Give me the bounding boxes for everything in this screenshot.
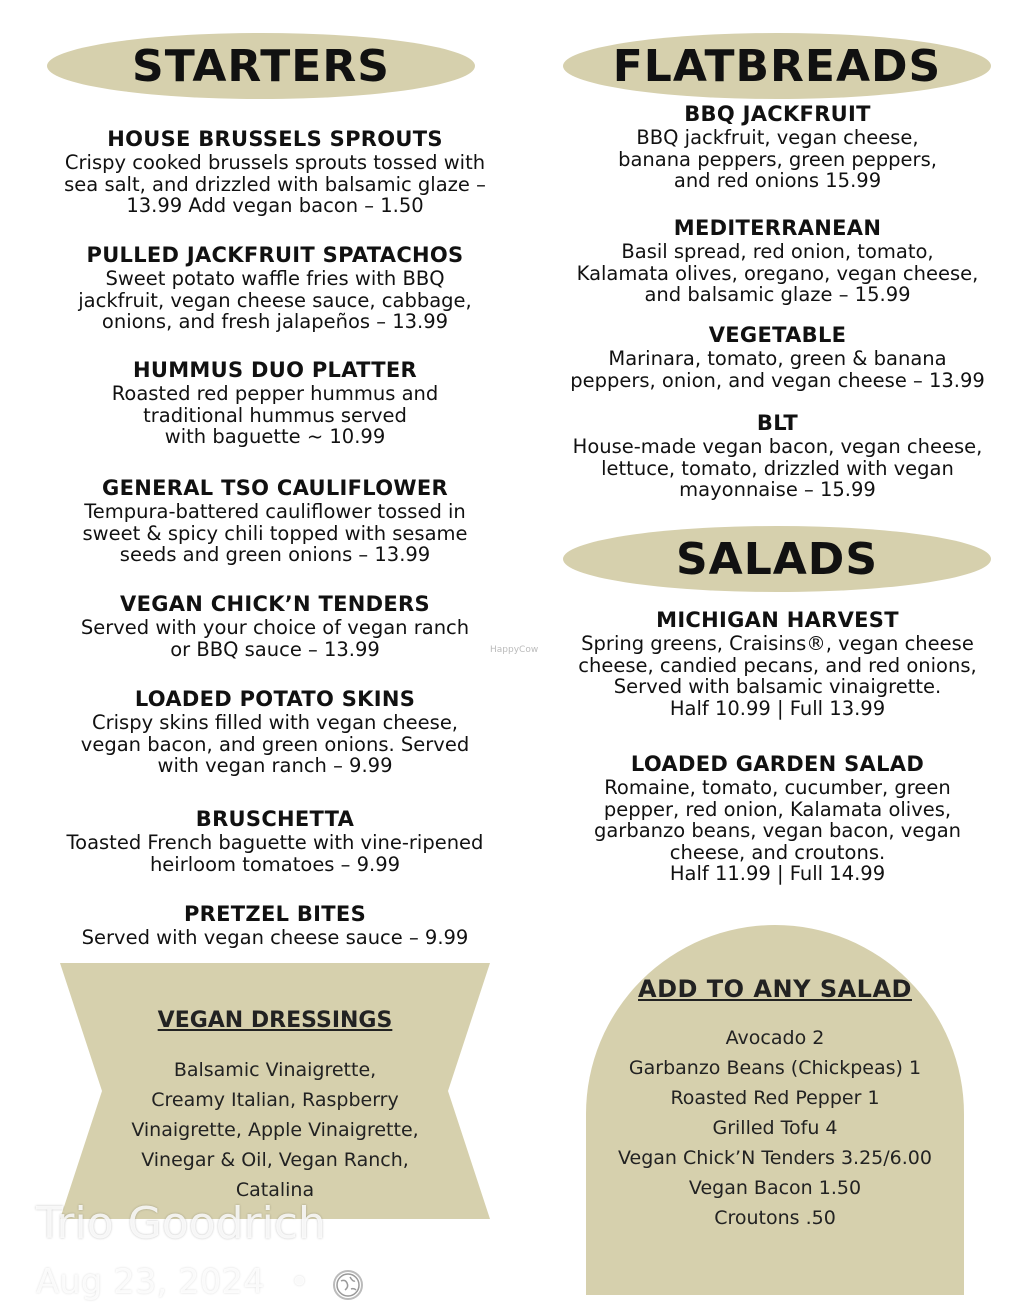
- watermark-author: Trio Goodrich: [36, 1198, 326, 1249]
- salads-section: [540, 0, 1015, 900]
- menu-item: [540, 608, 1015, 719]
- item-description: Sweet potato waffle fries with BBQ jackfruit, vegan cheese sauce, cabbage, onions, and fresh jalapeños – 13.99: [78, 267, 472, 333]
- watermark-separator: •: [289, 1262, 310, 1302]
- item-description: Spring greens, Craisins®, vegan cheese cheese, candied pecans, and red onions, Served with balsamic vinaigrette. Half 10.99 | Full 13.99: [578, 632, 977, 720]
- dressings-list: Balsamic Vinaigrette, Creamy Italian, Raspberry Vinaigrette, Apple Vinaigrette, Vinegar & Oil, Vegan Ranch, Catalina: [131, 1059, 419, 1201]
- item-description: Romaine, tomato, cucumber, green pepper, red onion, Kalamata olives, garbanzo beans, vegan bacon, vegan cheese, and croutons. Half 11.99 | Full 14.99: [593, 776, 961, 885]
- item-name: HOUSE BRUSSELS SPROUTS: [107, 127, 443, 151]
- item-name: BLT: [756, 411, 799, 435]
- item-description: Marinara, tomato, green & banana peppers, onion, and vegan cheese – 13.99: [570, 347, 985, 392]
- menu-item: [20, 592, 530, 660]
- menu-item: [20, 358, 530, 448]
- menu-item: [20, 127, 530, 217]
- item-name: HUMMUS DUO PLATTER: [133, 358, 417, 382]
- item-description: BBQ jackfruit, vegan cheese, banana peppers, green peppers, and red onions 15.99: [618, 126, 937, 192]
- item-name: MICHIGAN HARVEST: [656, 608, 899, 632]
- item-description: Crispy skins filled with vegan cheese, vegan bacon, and green onions. Served with vegan ranch – 9.99: [80, 711, 470, 777]
- item-name: PULLED JACKFRUIT SPATACHOS: [86, 243, 464, 267]
- watermark-date-text: Aug 23, 2024: [36, 1262, 265, 1302]
- item-name: LOADED POTATO SKINS: [134, 687, 416, 711]
- menu-item: [20, 243, 530, 333]
- dressings-section: [60, 1008, 490, 1205]
- menu-item: [20, 902, 530, 949]
- menu-item: [20, 687, 530, 777]
- item-name: BBQ JACKFRUIT: [684, 102, 871, 126]
- menu-item: [540, 752, 1015, 885]
- item-name: PRETZEL BITES: [183, 902, 366, 926]
- item-name: GENERAL TSO CAULIFLOWER: [102, 476, 448, 500]
- dressings-heading: VEGAN DRESSINGS: [157, 1008, 393, 1033]
- item-description: Basil spread, red onion, tomato, Kalamata olives, oregano, vegan cheese, and balsamic glaze – 15.99: [576, 240, 979, 306]
- item-description: Served with your choice of vegan ranch or BBQ sauce – 13.99: [80, 616, 470, 661]
- globe-icon: [333, 1270, 363, 1300]
- salads-title: SALADS: [675, 533, 879, 585]
- flatbreads-title: FLATBREADS: [612, 40, 942, 92]
- item-description: Roasted red pepper hummus and traditional hummus served with baguette ~ 10.99: [111, 382, 439, 448]
- item-name: MEDITERRANEAN: [673, 216, 882, 240]
- item-description: Tempura-battered cauliflower tossed in sweet & spicy chili topped with sesame seeds and green onions – 13.99: [82, 500, 468, 566]
- item-name: VEGAN CHICK’N TENDERS: [120, 592, 430, 616]
- item-description: House-made vegan bacon, vegan cheese, lettuce, tomato, drizzled with vegan mayonnaise – 15.99: [572, 435, 983, 501]
- menu-item: [20, 476, 530, 566]
- source-watermark: HappyCow: [490, 645, 539, 655]
- item-description: Served with vegan cheese sauce – 9.99: [81, 926, 469, 949]
- menu-item: [20, 807, 530, 875]
- add-to-salad-list: Avocado 2 Garbanzo Beans (Chickpeas) 1 Roasted Red Pepper 1 Grilled Tofu 4 Vegan Chick’N Tenders 3.25/6.00 Vegan Bacon 1.50 Croutons .50: [618, 1027, 932, 1229]
- item-name: LOADED GARDEN SALAD: [630, 752, 925, 776]
- add-to-salad-heading: ADD TO ANY SALAD: [638, 975, 912, 1003]
- item-description: Toasted French baguette with vine-ripened heirloom tomatoes – 9.99: [66, 831, 484, 876]
- item-name: VEGETABLE: [708, 323, 847, 347]
- item-name: BRUSCHETTA: [195, 807, 355, 831]
- add-to-salad-section: [586, 975, 964, 1233]
- starters-section: [20, 0, 530, 960]
- watermark-date: [36, 1262, 309, 1302]
- item-description: Crispy cooked brussels sprouts tossed with sea salt, and drizzled with balsamic glaze – 13.99 Add vegan bacon – 1.50: [64, 151, 486, 217]
- starters-title: STARTERS: [132, 40, 390, 92]
